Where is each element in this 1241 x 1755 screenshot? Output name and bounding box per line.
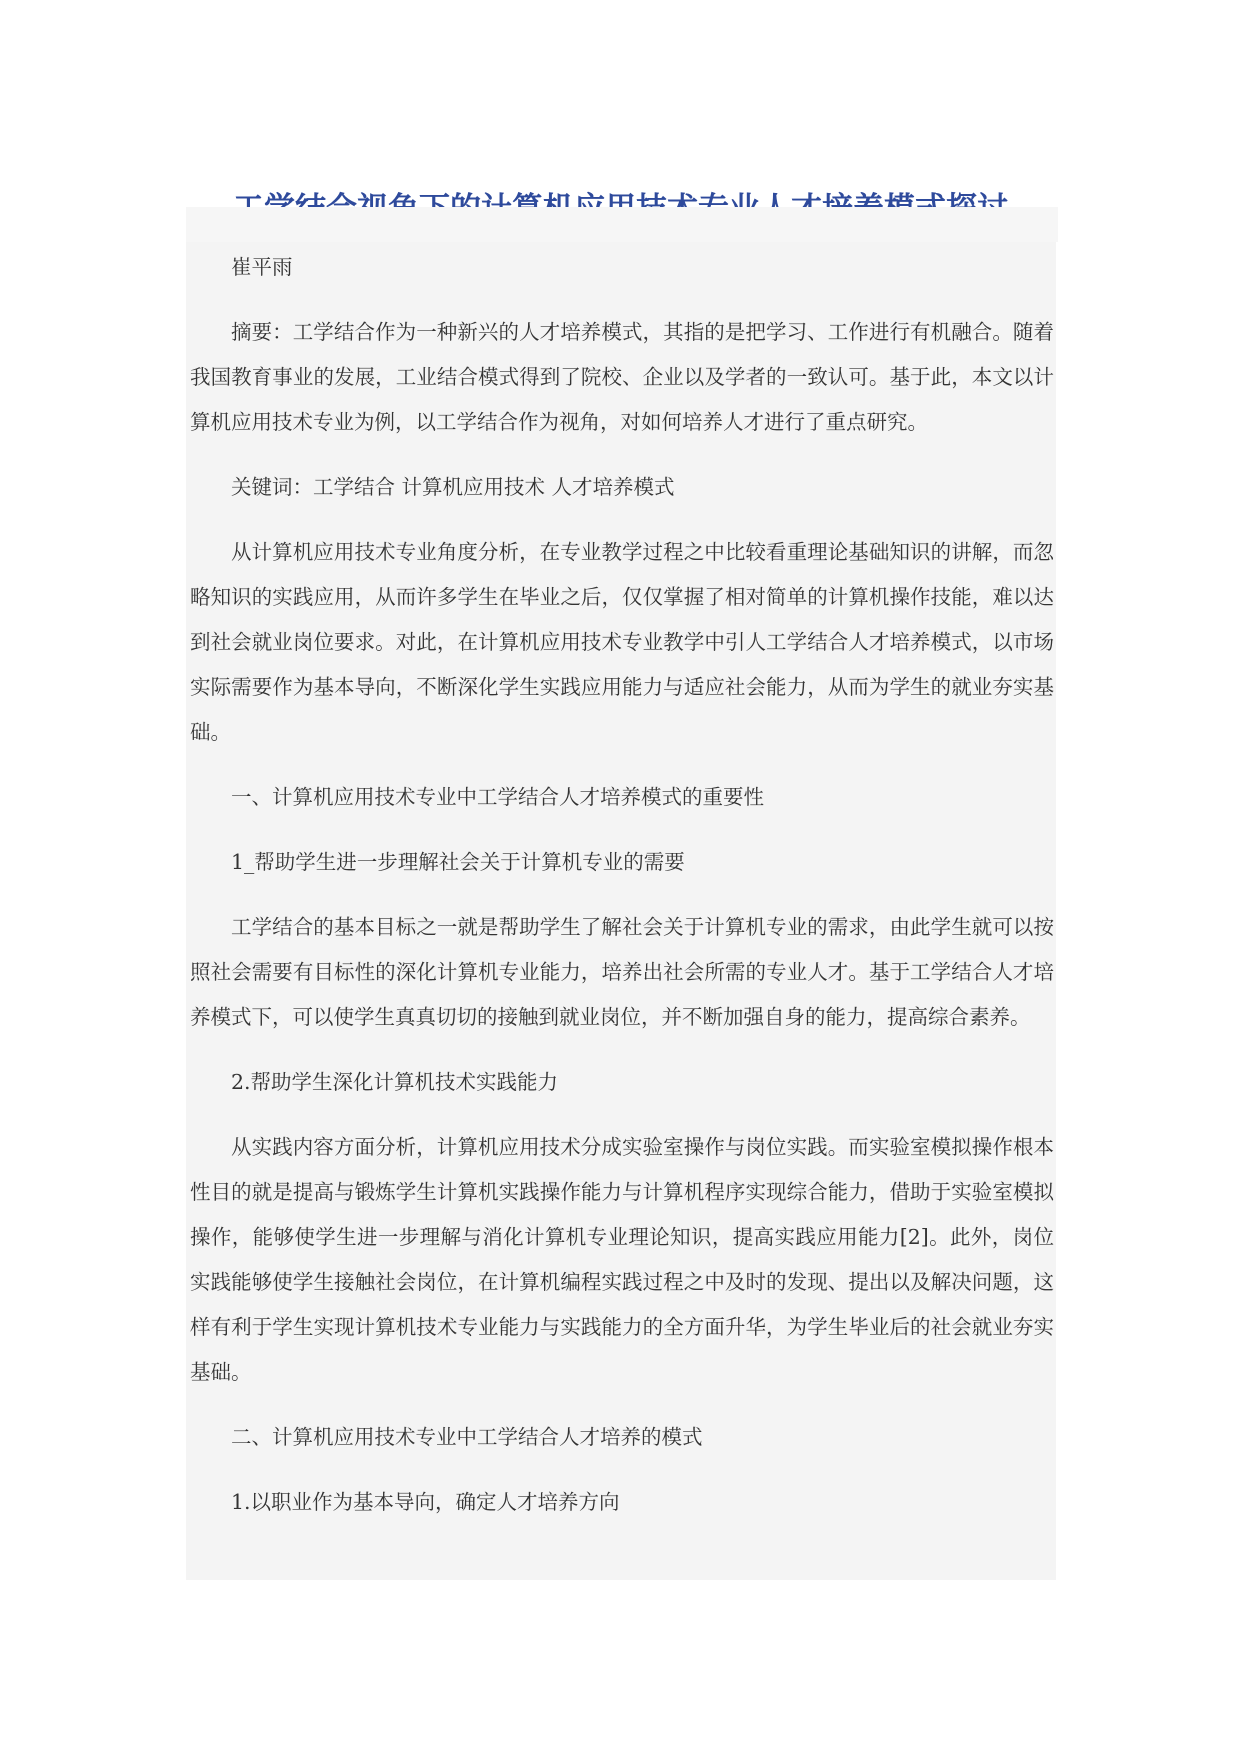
subsection-1-body: 工学结合的基本目标之一就是帮助学生了解社会关于计算机专业的需求，由此学生就可以按照社会需要有目标性的深化计算机专业能力，培养出社会所需的专业人才。基于工学结合人才培养模式下，可以使学生真真切切的接触到就业岗位，并不断加强自身的能力，提高综合素养。 (190, 915, 1054, 1029)
title-band (186, 207, 1058, 242)
subsection-2-body: 从实践内容方面分析，计算机应用技术分成实验室操作与岗位实践。而实验室模拟操作根本性目的就是提高与锻炼学生计算机实践操作能力与计算机程序实现综合能力，借助于实验室模拟操作，能够使学生进一步理解与消化计算机专业理论知识，提高实践应用能力[2]。此外，岗位实践能够使学生接触社会岗位，在计算机编程实践过程之中及时的发现、提出以及解决问题，这样有利于学生实现计算机技术专业能力与实践能力的全方面升华，为学生毕业后的社会就业夯实基础。 (190, 1135, 1054, 1384)
subsection-2-heading: 2.帮助学生深化计算机技术实践能力 (231, 1070, 559, 1094)
author-name: 崔平雨 (231, 255, 293, 279)
keywords-paragraph: 关键词：工学结合 计算机应用技术 人才培养模式 (231, 475, 675, 499)
intro-paragraph: 从计算机应用技术专业角度分析，在专业教学过程之中比较看重理论基础知识的讲解，而忽略知识的实践应用，从而许多学生在毕业之后，仅仅掌握了相对简单的计算机操作技能，难以达到社会就业岗位要求。对此，在计算机应用技术专业教学中引人工学结合人才培养模式，以市场实际需要作为基本导向，不断深化学生实践应用能力与适应社会能力，从而为学生的就业夯实基础。 (190, 540, 1054, 744)
abstract-paragraph: 摘要：工学结合作为一种新兴的人才培养模式，其指的是把学习、工作进行有机融合。随着我国教育事业的发展，工业结合模式得到了院校、企业以及学者的一致认可。基于此，本文以计算机应用技术专业为例，以工学结合作为视角，对如何培养人才进行了重点研究。 (190, 320, 1054, 434)
subsection-1-heading: 1_帮助学生进一步理解社会关于计算机专业的需要 (231, 850, 685, 874)
section-2-heading: 二、计算机应用技术专业中工学结合人才培养的模式 (231, 1425, 703, 1449)
subsection-3-heading: 1.以职业作为基本导向，确定人才培养方向 (231, 1490, 620, 1514)
document-body (186, 242, 1056, 1580)
section-1-heading: 一、计算机应用技术专业中工学结合人才培养模式的重要性 (231, 785, 764, 809)
